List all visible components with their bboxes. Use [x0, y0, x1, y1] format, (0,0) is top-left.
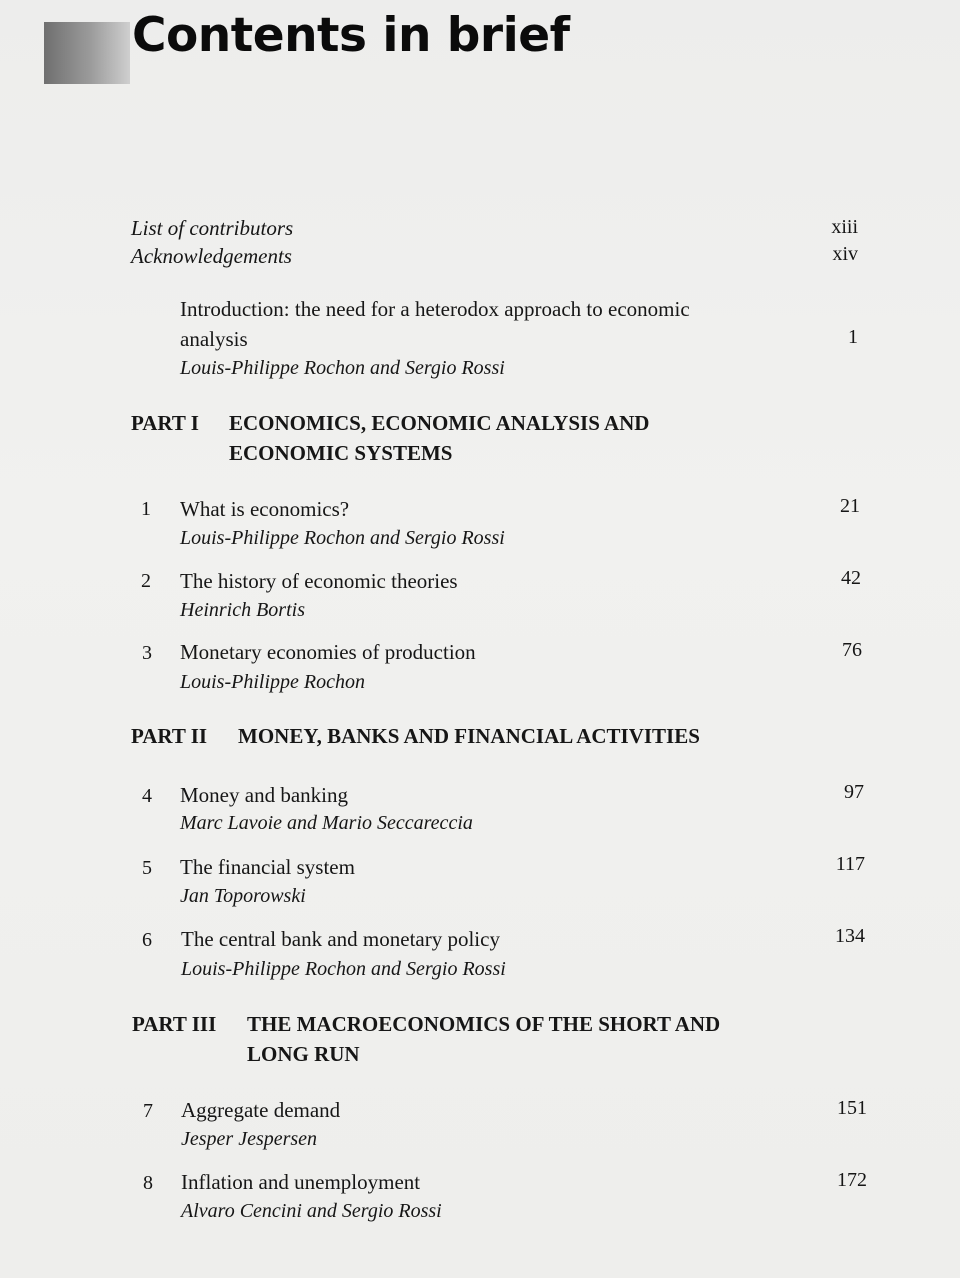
- chapter-authors: Heinrich Bortis: [180, 599, 305, 621]
- heading-block-decoration: [44, 22, 130, 84]
- chapter-authors: Jesper Jespersen: [181, 1128, 318, 1150]
- chapter-number: 3: [142, 642, 152, 664]
- part-title-continued: ECONOMIC SYSTEMS: [229, 441, 453, 465]
- chapter-page: 172: [837, 1169, 867, 1191]
- part-title: ECONOMICS, ECONOMIC ANALYSIS AND: [229, 411, 650, 435]
- chapter-authors: Alvaro Cencini and Sergio Rossi: [181, 1200, 442, 1222]
- chapter-authors: Jan Toporowski: [180, 885, 306, 907]
- part-title: MONEY, BANKS AND FINANCIAL ACTIVITIES: [238, 724, 700, 748]
- chapter-title: The history of economic theories: [180, 569, 458, 593]
- front-matter-label: List of contributors: [131, 216, 294, 240]
- chapter-page: 76: [842, 639, 862, 661]
- chapter-title: Money and banking: [180, 783, 348, 807]
- chapter-number: 2: [141, 570, 151, 592]
- part-label: PART III: [132, 1012, 217, 1036]
- part-title: THE MACROECONOMICS OF THE SHORT AND: [247, 1012, 721, 1036]
- introduction-authors: Louis-Philippe Rochon and Sergio Rossi: [180, 357, 505, 379]
- page-title: Contents in brief: [132, 8, 570, 63]
- chapter-authors: Louis-Philippe Rochon: [180, 671, 365, 693]
- introduction-title: Introduction: the need for a heterodox approach to economic: [180, 297, 690, 321]
- chapter-page: 151: [837, 1097, 867, 1119]
- chapter-page: 134: [835, 925, 865, 947]
- chapter-title: The financial system: [180, 855, 355, 879]
- chapter-page: 42: [841, 567, 861, 589]
- chapter-number: 1: [141, 498, 151, 520]
- chapter-number: 8: [143, 1172, 153, 1194]
- chapter-page: 97: [844, 781, 864, 803]
- chapter-page: 117: [835, 853, 865, 875]
- chapter-title: The central bank and monetary policy: [181, 927, 500, 951]
- chapter-number: 5: [142, 857, 152, 879]
- chapter-authors: Louis-Philippe Rochon and Sergio Rossi: [181, 958, 506, 980]
- front-matter-page: xiv: [832, 243, 858, 265]
- introduction-title-continued: analysis: [180, 327, 248, 351]
- front-matter-page: xiii: [831, 216, 858, 238]
- introduction-page: 1: [848, 326, 858, 348]
- chapter-number: 6: [142, 929, 152, 951]
- chapter-page: 21: [840, 495, 860, 517]
- part-label: PART II: [131, 724, 208, 748]
- chapter-authors: Louis-Philippe Rochon and Sergio Rossi: [180, 527, 505, 549]
- chapter-title: Aggregate demand: [181, 1098, 341, 1122]
- chapter-number: 4: [142, 785, 152, 807]
- part-label: PART I: [131, 411, 199, 435]
- chapter-authors: Marc Lavoie and Mario Seccareccia: [180, 812, 473, 834]
- chapter-title: Inflation and unemployment: [181, 1170, 421, 1194]
- front-matter-label: Acknowledgements: [131, 244, 292, 268]
- part-title-continued: LONG RUN: [247, 1042, 360, 1066]
- chapter-title: What is economics?: [180, 497, 350, 521]
- chapter-title: Monetary economies of production: [180, 640, 476, 664]
- chapter-number: 7: [143, 1100, 153, 1122]
